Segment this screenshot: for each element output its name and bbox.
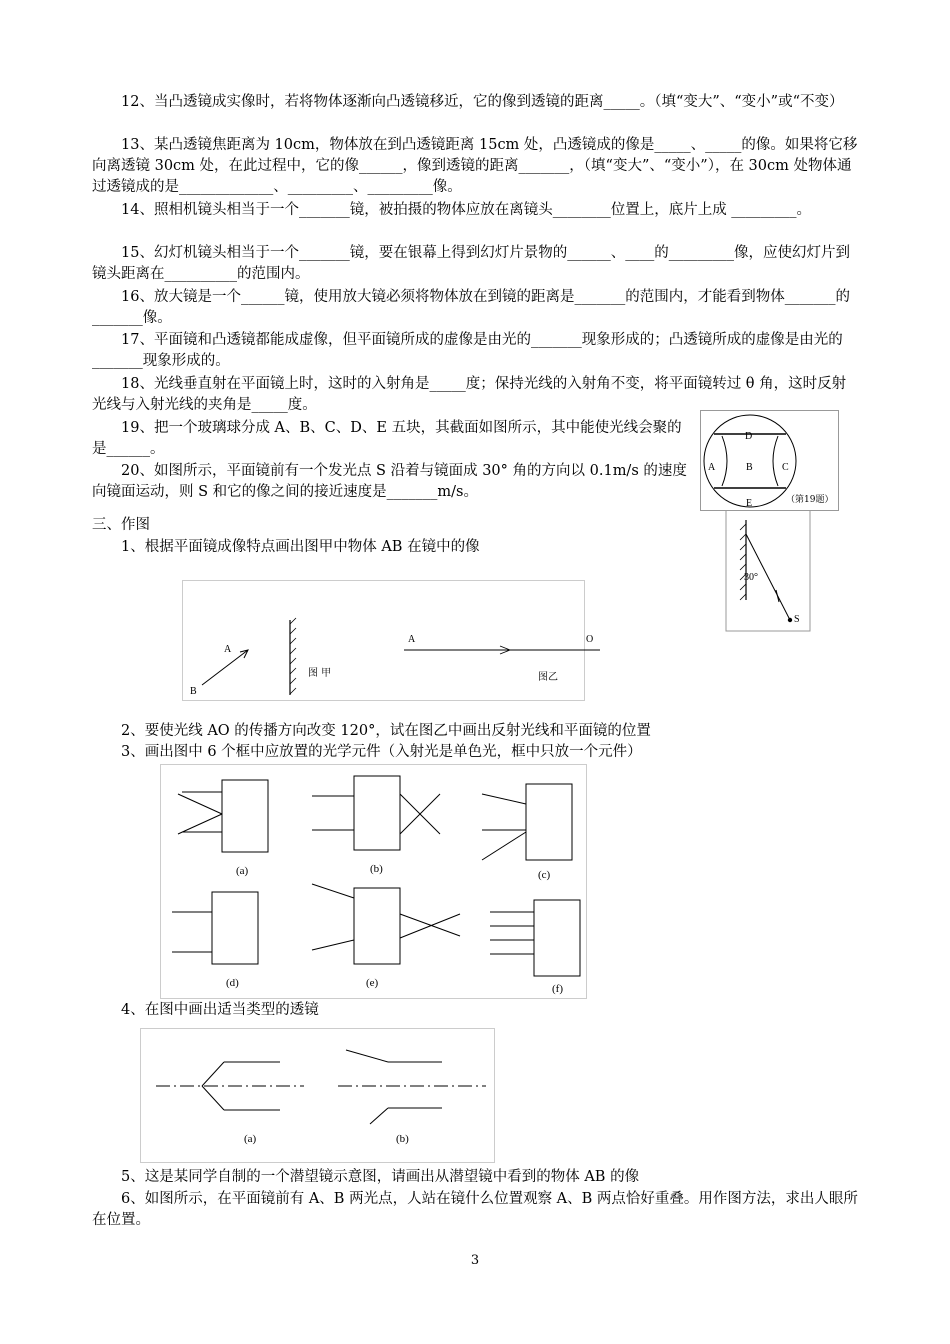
box-d-caption: (d) xyxy=(226,977,239,989)
question-19: 19、把一个玻璃球分成 A、B、C、D、E 五块，其截面如图所示，其中能使光线会聚的是______。 xyxy=(92,420,682,457)
question-15: 15、幻灯机镜头相当于一个_______镜，要在银幕上得到幻灯片景物的______、____的_________像，应使幻灯片到镜头距离在__________的范围内。 xyxy=(92,245,850,282)
label-a: A xyxy=(708,462,716,473)
question-12: 12、当凸透镜成实像时，若将物体逐渐向凸透镜移近，它的像到透镜的距离_____。（填“变大”、“变小”或“不变） xyxy=(121,94,844,110)
lens-a-caption: (a) xyxy=(244,1133,257,1145)
label-d: D xyxy=(745,431,753,442)
figure-lens xyxy=(140,1028,496,1164)
drawing-task-3: 3、画出图中 6 个框中应放置的光学元件（入射光是单色光，框中只放一个元件） xyxy=(121,744,642,760)
angle-label: 30° xyxy=(744,572,758,583)
question-17: 17、平面镜和凸透镜都能成虚像，但平面镜所成的虚像是由光的_______现象形成的；凸透镜所成的虚像是由光的_______现象形成的。 xyxy=(92,332,843,369)
page-number: 3 xyxy=(470,1253,480,1268)
ray-o-label: O xyxy=(586,634,594,645)
figure-six-boxes xyxy=(160,764,588,1000)
caption-jia: 图 甲 xyxy=(308,668,332,679)
box-f-caption: (f) xyxy=(552,983,563,995)
question-16: 16、放大镜是一个______镜，使用放大镜必须将物体放在到镜的距离是_______的范围内，才能看到物体_______的_______像。 xyxy=(92,289,850,326)
drawing-task-4: 4、在图中画出适当类型的透镜 xyxy=(121,1002,319,1018)
point-s-label: S xyxy=(794,614,800,625)
object-a-label: A xyxy=(224,644,232,655)
box-a-caption: (a) xyxy=(236,865,249,877)
label-e: E xyxy=(746,498,753,509)
caption-yi: 图乙 xyxy=(538,672,558,683)
figure-19-20 xyxy=(700,410,840,632)
drawing-task-2: 2、要使光线 AO 的传播方向改变 120°，试在图乙中画出反射光线和平面镜的位置 xyxy=(121,723,651,739)
question-13: 13、某凸透镜焦距离为 10cm，物体放在到凸透镜距离 15cm 处，凸透镜成的像是_____、_____的像。如果将它移向离透镜 30cm 处，在此过程中，它的像______，像到透镜的距离_______，（填“变大”、“变小”），在 30cm 处物体通过透镜成的是_____________、_________、_________像。 xyxy=(92,137,858,195)
object-b-label: B xyxy=(190,686,197,697)
box-e-caption: (e) xyxy=(366,977,379,989)
label-c: C xyxy=(782,462,789,473)
question-14: 14、照相机镜头相当于一个_______镜，被拍摄的物体应放在离镜头________位置上，底片上成 _________。 xyxy=(121,202,812,218)
lens-b-caption: (b) xyxy=(396,1133,409,1145)
question-18: 18、光线垂直射在平面镜上时，这时的入射角是_____度；保持光线的入射角不变，将平面镜转过 θ 角，这时反射光线与入射光线的夹角是_____度。 xyxy=(92,376,847,413)
ray-a-label: A xyxy=(408,634,416,645)
box-c-caption: (c) xyxy=(538,869,551,881)
box-b-caption: (b) xyxy=(370,863,383,875)
label-b: B xyxy=(746,462,753,473)
figure-jia-yi xyxy=(182,580,594,702)
question-20: 20、如图所示，平面镜前有一个发光点 S 沿着与镜面成 30° 角的方向以 0.1m/s 的速度向镜面运动，则 S 和它的像之间的接近速度是_______m/s。 xyxy=(92,463,687,500)
section-title-drawing: 三、作图 xyxy=(92,517,150,533)
caption-19: （第19题） xyxy=(786,495,834,505)
drawing-task-6: 6、如图所示，在平面镜前有 A、B 两光点，人站在镜什么位置观察 A、B 两点恰好重叠。用作图方法，求出人眼所在位置。 xyxy=(92,1191,858,1228)
drawing-task-5: 5、这是某同学自制的一个潜望镜示意图，请画出从潜望镜中看到的物体 AB 的像 xyxy=(121,1169,640,1185)
drawing-task-1: 1、根据平面镜成像特点画出图甲中物体 AB 在镜中的像 xyxy=(121,539,480,555)
